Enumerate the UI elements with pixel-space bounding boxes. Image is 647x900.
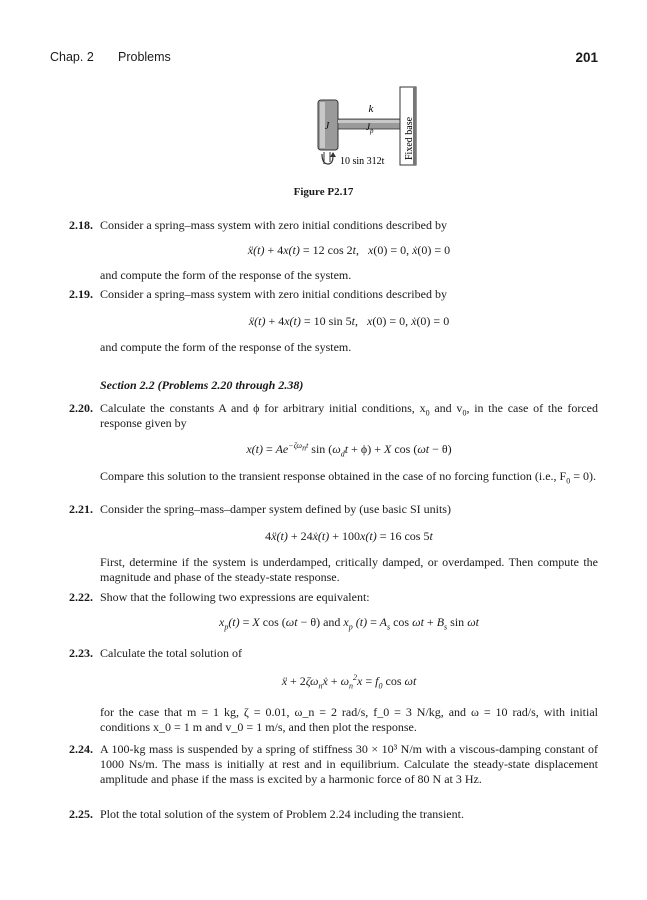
equation-2-23: ẍ + $2\zeta\omega_nẋ + \omega_n^2x = f_0$ cos ωt xyxy=(281,673,417,691)
problem-number: 2.19. xyxy=(69,287,93,301)
problem-2-22 xyxy=(69,590,598,605)
equation-2-18: ẍ(t) + 4x(t) = 12 cos 2t, x(0) = 0, ẋ(0) = 0 xyxy=(247,243,451,257)
problem-text: A 100-kg mass is suspended by a spring of stiffness 30 × 10³ N/m with a viscous-damping constant of 1000 Ns/m. The mass is initially at rest and in equilibrium. Calculate the steady-state displacement amplitude and phase if the mass is excited by a harmonic force of 80 N at 3 Hz. xyxy=(100,742,598,786)
problem-text: Calculate the total solution of xyxy=(100,646,242,660)
label-k: k xyxy=(368,103,374,115)
label-jp: $J_p$ xyxy=(366,122,374,135)
chapter-label: Chap. 2 xyxy=(50,50,94,64)
problem-text: Consider a spring–mass system with zero initial conditions described by xyxy=(100,287,447,301)
problem-text: Consider a spring–mass system with zero initial conditions described by xyxy=(100,218,447,232)
torque-arrow-icon xyxy=(322,152,336,164)
problem-2-18 xyxy=(69,218,598,233)
problem-number: 2.23. xyxy=(69,646,93,660)
problem-text: Consider the spring–mass–damper system defined by (use basic SI units) xyxy=(100,502,451,516)
problem-2-23 xyxy=(69,646,598,661)
problem-2-23-after: for the case that m = 1 kg, ζ = 0.01, ω_n = 2 rad/s, f_0 = 3 N/kg, and ω = 10 rad/s, with initial conditions x_0 = 1 m and v_0 = 1 m/s, and then plot the response. xyxy=(100,705,598,734)
equation-2-22: $x_p(t) = X$ cos (ωt − θ) and $x_p$ $(t) = A_s$ $\cos \omega t + B_s$ sin ωt xyxy=(218,615,479,632)
equation-2-20: $x(t) = Ae^{-\zeta\omega_nt}$ $\sin (\omega_dt + \phi) + X$ cos (ωt − θ) xyxy=(246,441,452,459)
problem-2-25 xyxy=(69,807,598,822)
problem-number: 2.18. xyxy=(69,218,93,232)
problem-text: Plot the total solution of the system of Problem 2.24 including the transient. xyxy=(100,807,464,821)
problem-2-20-after: Compare this solution to the transient response obtained in the case of no forcing function (i.e., $F_0 = 0$). xyxy=(100,469,596,486)
problem-number: 2.21. xyxy=(69,502,93,516)
running-head xyxy=(50,50,598,66)
figure-p2-17 xyxy=(300,82,440,177)
label-fixed-base: Fixed base xyxy=(404,116,415,160)
equation-2-19: ẍ(t) + 4x(t) = 10 sin 5t, x(0) = 0, ẋ(0) = 0 xyxy=(248,314,450,328)
problem-2-19 xyxy=(69,287,598,302)
page-number: 201 xyxy=(575,50,598,65)
problem-2-21 xyxy=(69,502,598,517)
section-heading: Section 2.2 (Problems 2.20 through 2.38) xyxy=(100,378,304,392)
problem-number: 2.24. xyxy=(69,742,93,756)
torsional-system-diagram xyxy=(300,82,440,177)
problem-2-21-after: First, determine if the system is underdamped, critically damped, or overdamped. Then compute the magnitude and phase of the steady-state response. xyxy=(100,555,598,584)
figure-caption: Figure P2.17 xyxy=(293,186,354,198)
label-j: J xyxy=(324,121,330,132)
problem-number: 2.25. xyxy=(69,807,93,821)
problem-number: 2.22. xyxy=(69,590,93,604)
problem-2-18-after: and compute the form of the response of the system. xyxy=(100,268,352,282)
problem-2-20: 2.20. Calculate the constants A and ϕ for arbitrary initial conditions, $x_0$ and $v_0$, in the case of the forced response given by xyxy=(69,401,598,430)
problem-2-19-after: and compute the form of the response of the system. xyxy=(100,340,352,354)
equation-2-21: 4ẍ(t) + 24ẋ(t) + 100x(t) = 16 cos 5t xyxy=(265,529,433,543)
problem-text: Show that the following two expressions are equivalent: xyxy=(100,590,370,604)
label-torque: 10 sin 312t xyxy=(340,156,385,167)
section-label: Problems xyxy=(118,50,171,64)
problem-number: 2.20. xyxy=(69,401,93,415)
problem-2-24 xyxy=(69,742,598,787)
